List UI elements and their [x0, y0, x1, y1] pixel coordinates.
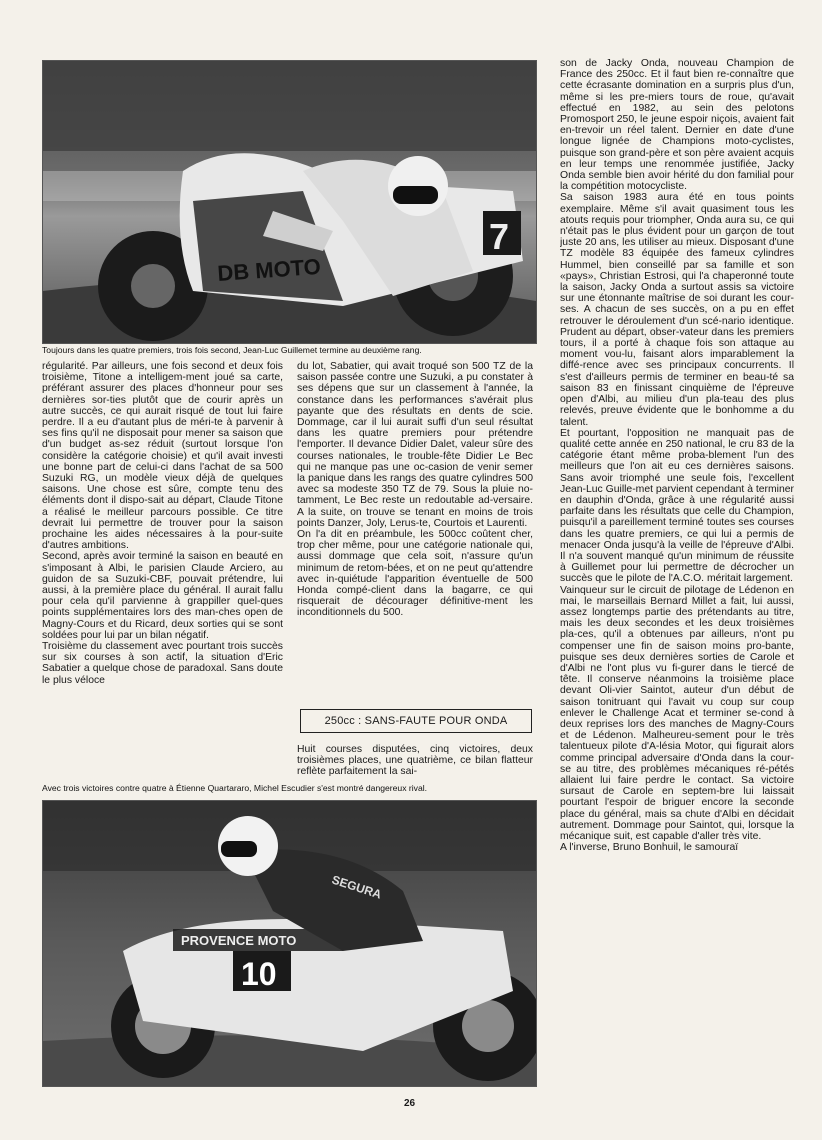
photo-guillemet — [42, 60, 537, 344]
paragraph: On l'a dit en préambule, les 500cc coûtent cher, trop cher même, pour une catégorie nationale qui, aussi dommage que cela soit, n'assure qu'un minimum de retom-bées, et on ne peut qu'attendre avec in-quiétude l'apparition éventuelle de 500 Honda compé-client dans la bagarre, ce qui risquerait de décourager définitive-ment les inconditionnels du 500. — [297, 529, 533, 619]
section-heading-250cc: 250cc : SANS-FAUTE POUR ONDA — [300, 709, 532, 733]
bike-number-2: 10 — [241, 956, 277, 992]
motorcycle-photo-2 — [43, 801, 536, 1086]
motorcycle-photo-1 — [43, 61, 536, 343]
paragraph: Second, après avoir terminé la saison en beauté en s'imposant à Albi, le parisien Claude Arciero, au guidon de sa Suzuki-CBF, pouvait prétendre, lui aussi, à la première place du général. Il aurait fallu pour cela qu'il parvienne à grappiller quel-ques points supplémentaires lors des man-ches open de Magny-Cours et du Ricard, deux sorties qui se sont soldées pour lui par un bilan négatif. — [42, 551, 283, 641]
paragraph: Vainqueur sur le circuit de pilotage de Lédenon en mai, le marseillais Bernard Millet a fait, lui aussi, assez longtemps partie des prétendants au titre, mais les deux secondes et les deux troisièmes pla-ces, qu'il a obtenues par ailleurs, n'ont pu compenser une fin de saison moins pro-bante, puisque ses deux dernières sorties de Carole et d'Albi ne l'ont plus vu fi-gurer dans le tiercé de tête. Il conserve néanmoins la troisième place devant Oli-vier Saintot, auteur d'un début de saison tonitruant qui l'avait vu coup sur coup enlever le Challenge Acat et terminer se-cond à deux reprises lors des manches de Magny-Cours et de Lédenon. Malheureu-sement pour le très talentueux pilote d'A-lésia Motor, qui figurait alors comme principal adversaire d'Onda dans la cour-se au titre, des problèmes mécaniques ré-pétés allaient lui faire perdre le contact. Sa victoire sursaut de Carole en septem-bre lui laissait pourtant l'espoir de briguer encore la seconde place du général, mais sa chute d'Albi en décidait autrement. Dommage pour Saintot, qui, lorsque la mécanique suit, est capable d'aller très vite. — [560, 584, 794, 843]
bike-number-1: 7 — [489, 216, 510, 257]
column-middle-continued — [297, 744, 533, 780]
fairing-text-2: PROVENCE MOTO — [181, 933, 297, 948]
page-number: 26 — [404, 1098, 416, 1109]
paragraph: Sa saison 1983 aura été en tous points exemplaire. Même s'il avait quasiment tous les atouts requis pour triompher, Onda aura su, ce qui n'était pas le plus évident pour un garçon de tout juste 20 ans, les utiliser au mieux. Disposant d'une TZ modèle 83 équipée des fameux cylindres Hummel, bien conseillé par sa famille et son «pays», Christian Estrosi, qui l'a chaperonné toute la saison, Jacky Onda a surtout assis sa victoire sur une étonnante maîtrise de soi durant les cour-ses. A chacun de ses succès, on a pu en effet retrouver le déroulement d'un scé-nario identique. Prudent au départ, obser-vateur dans les premiers tours, il a porté à chaque fois son attaque au moment vou-lu, faisant alors imparablement la diffé-rence avec ses principaux concurrents. Il s'est d'ailleurs permis de terminer en beau-té sa saison 83 en finissant cinquième de l'épreuve open d'Albi, au milieu d'un pla-teau des plus relevés, preuve évidente que le bonhomme a du talent. — [560, 192, 794, 428]
column-middle — [297, 361, 533, 701]
paragraph: son de Jacky Onda, nouveau Champion de France des 250cc. Et il faut bien re-connaître que cette écrasante domination en a surpris plus d'un, même si les pre-miers tours de roue, qu'avait effectué en 1982, au sein des pelotons Promosport 250, le jeune espoir niçois, avaient fait en-trevoir un réel talent. Dernier en date d'une longue lignée de Champions moto-cyclistes, puisque son grand-père et son père avaient acquis en leur temps une renommée justifiée, Jacky Onda semble bien avoir hérité du don familial pour la compétition motocycliste. — [560, 58, 794, 193]
paragraph: du lot, Sabatier, qui avait troqué son 500 TZ de la saison passée contre une Suzuki, a pu constater à ses dépens que sur un classement à l'année, la constance dans les performances s'avérait plus payante que des résultats en dents de scie. Dommage, car il lui aurait suffi d'un seul résultat dans les quatre premiers pour prétendre l'emporter. Il devance Didier Dalet, valeur sûre des courses nationales, le trouble-fête Didier Le Bec qui ne manque pas une oc-casion de venir semer la panique dans les rangs des quatre cylindres 500 avec sa modeste 350 TZ de 79. Sous la pluie no-tamment, Le Bec reste un redoutable ad-versaire. A la suite, on trouve se tenant en moins de trois points Danzer, Joly, Lerus-te, Courtois et Laurenti. — [297, 361, 533, 529]
photo-caption-1: Toujours dans les quatre premiers, trois fois second, Jean-Luc Guillemet termine au deuxième rang. — [42, 345, 422, 355]
paragraph: régularité. Par ailleurs, une fois second et deux fois troisième, Titone a intelligem-ment joué sa carte, préférant assurer des places d'honneur pour ses dernières sor-ties plutôt que de courir après un autre succès, ce qui aurait risqué de tout lui faire perdre. Il a eu d'autant plus de méri-te à parvenir à ses fins qu'il ne disposait pour mener sa saison que d'un budget as-sez réduit (surtout lorsque l'on considère la catégorie choisie) et qu'il avait investi une bonne part de celui-ci dans l'achat de sa 500 Suzuki RG, un modèle vieux déjà de quelques saisons. Une chose est sûre, compte tenu des éléments dont il dispo-sait au départ, Claude Titone a réalisé le meilleur parcours possible. Ce titre devrait lui permettre de trouver pour la saison prochaine les aides nécessaires à la pour-suite d'autres ambitions. — [42, 361, 283, 552]
sponsor-text: SEGURA — [330, 872, 384, 902]
fairing-text-1: DB MOTO — [216, 253, 322, 286]
photo-escudier — [42, 800, 537, 1087]
column-right — [560, 58, 794, 1088]
paragraph: A l'inverse, Bruno Bonhuil, le samouraï — [560, 842, 739, 854]
column-left — [42, 361, 283, 801]
paragraph: Troisième du classement avec pourtant trois succès sur six courses à son actif, la situation d'Eric Sabatier a quelque chose de paradoxal. Sans doute le plus véloce — [42, 641, 283, 686]
photo-caption-2: Avec trois victoires contre quatre à Étienne Quartararo, Michel Escudier s'est montré dangereux rival. — [42, 783, 428, 793]
paragraph: Huit courses disputées, cinq victoires, deux troisièmes places, une quatrième, ce bilan flatteur reflète parfaitement la sai- — [297, 744, 533, 778]
paragraph: Et pourtant, l'opposition ne manquait pas de qualité cette année en 250 national, le cru 83 de la catégorie étant même proba-blement l'un des meilleurs que l'on ait eu ces dernières saisons. Sans avoir triomphé une seule fois, l'excellent Jean-Luc Guille-met parvient cependant à terminer en dauphin d'Onda, grâce à une régularité aussi parfaite dans les résultats que celle du Champion, puisqu'il a pareillement terminé toutes ses courses dans les quatre premiers, ce qui lui a permis de menacer Onda jusqu'à la veille de l'épreuve d'Albi. Il n'a souvent manqué qu'un minimum de réussite à Guillemet pour lui permettre de décrocher un succès que le pilote de l'A.C.O. méritait largement. — [560, 427, 794, 585]
